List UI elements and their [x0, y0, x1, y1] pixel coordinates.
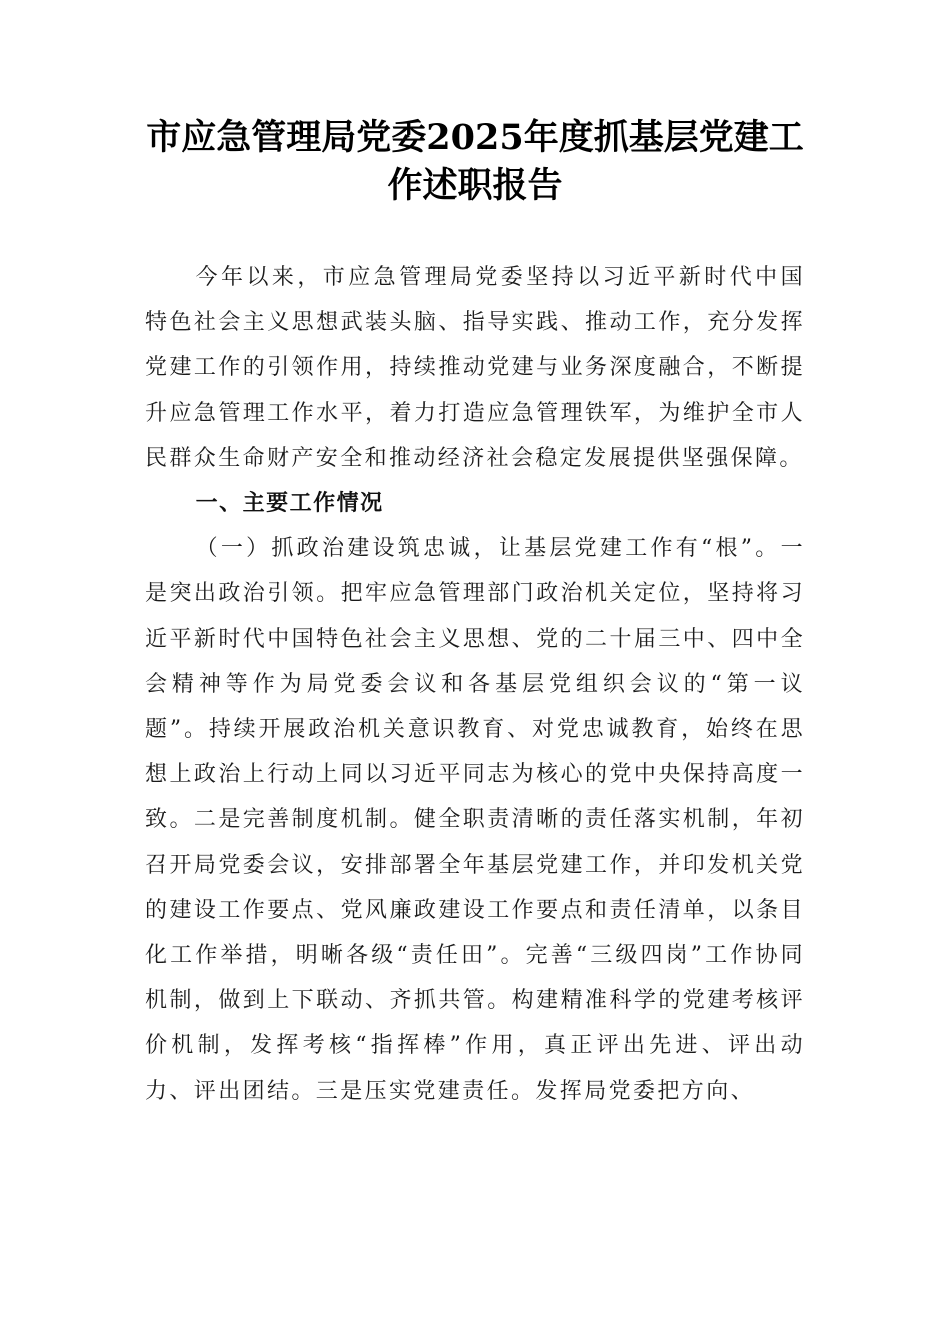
document-body	[145, 255, 805, 1114]
subsection-body: 一是突出政治引领。把牢应急管理部门政治机关定位，坚持将习近平新时代中国特色社会主义思想、党的二十届三中、四中全会精神等作为局党委会议和各基层党组织会议的“第一议题”。持续开展政治机关意识教育、对党忠诚教育，始终在思想上政治上行动上同以习近平同志为核心的党中央保持高度一致。二是完善制度机制。健全职责清晰的责任落实机制，年初召开局党委会议，安排部署全年基层党建工作，并印发机关党的建设工作要点、党风廉政建设工作要点和责任清单，以条目化工作举措，明晰各级“责任田”。完善“三级四岗”工作协同机制，做到上下联动、齐抓共管。构建精准科学的党建考核评价机制，发挥考核“指挥棒”作用，真正评出先进、评出动力、评出团结。三是压实党建责任。发挥局党委把方向、	[145, 536, 805, 1104]
intro-paragraph: 今年以来，市应急管理局党委坚持以习近平新时代中国特色社会主义思想武装头脑、指导实践、推动工作，充分发挥党建工作的引领作用，持续推动党建与业务深度融合，不断提升应急管理工作水平，着力打造应急管理铁军，为维护全市人民群众生命财产安全和推动经济社会稳定发展提供坚强保障。	[145, 265, 805, 471]
subsection-heading: （一）抓政治建设筑忠诚，让基层党建工作有“根”。	[195, 536, 781, 562]
subsection-paragraph	[145, 526, 805, 1114]
document-title: 市应急管理局党委2025年度抓基层党建工作述职报告	[146, 117, 804, 206]
section-heading: 一、主要工作情况	[195, 491, 384, 517]
